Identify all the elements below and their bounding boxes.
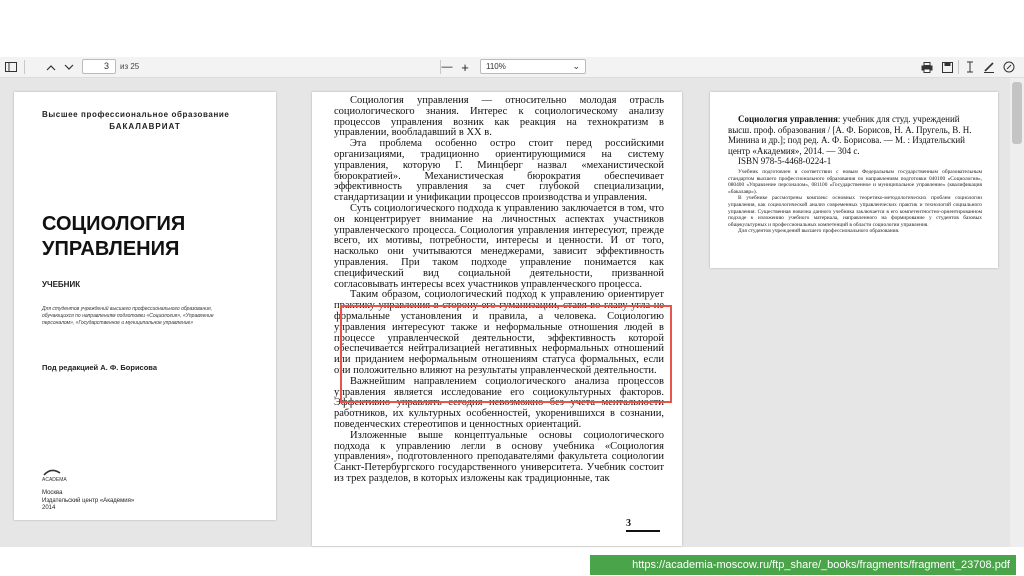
annotation [728,169,982,235]
bibliographic-record [728,114,982,156]
paragraph: Важнейшим направлением социологического анализа процессов управления является исследование его социокультурных факторов. Эффективно управлять сегодня невозможно без учета ментальности работников, их культурных особенностей, укоренившихся в сознании, поведенческих стереотипов и ценностных ориентаций. [334,375,664,430]
page-count: из 25 [120,62,140,71]
toolbar-divider [958,60,959,74]
print-icon[interactable] [920,59,934,75]
pdf-viewport[interactable] [0,78,1010,547]
zoom-value: 110% [486,62,506,71]
pdf-toolbar [0,57,1024,78]
cover-title: СОЦИОЛОГИЯ УПРАВЛЕНИЯ [42,213,186,260]
cover-page [14,92,276,520]
cover-publisher [42,490,202,513]
text-page [312,92,682,546]
pen-icon[interactable] [982,59,996,75]
cover-editor: Под редакцией А. Ф. Борисова [42,363,157,372]
paragraph: Эта проблема особенно остро стоит перед российскими организациями, традиционно ориентирующимися на систему управления, которую Г. Минцберг назвал «механистической бюрократией». Механистическая бюрократия обеспечивает эффективность управления за счет глубокой специализации, стандартизации и унификации процессов производства и управления. [334,138,664,204]
body-text [334,96,664,485]
source-url[interactable]: https://academia-moscow.ru/ftp_share/_books/fragments/fragment_23708.pdf [590,555,1016,575]
vertical-scrollbar[interactable] [1010,78,1024,547]
text-cursor-icon[interactable] [964,59,976,75]
paragraph: Социология управления — относительно молодая отрасль социологического знания. Интерес к социологическому анализу процессов управления возник как реакция на технократизм в управлении, вообладавший в XX в. [334,95,664,139]
annotation-paragraph: Для студентов учреждений высшего профессионального образования. [738,228,900,235]
highlight-box [340,305,672,403]
annotation-paragraph: Учебник подготовлен в соответствии с новым Федеральным государственным образовательным стандартом высшего профессионального образования по направлениям подготовки 040100 «Социология», 080400 «Управление персоналом», 081100 «Государственное и муниципальное управление» (квалификация «бакалавр»). [728,169,982,195]
toolbar-divider [24,60,25,74]
cover-type: УЧЕБНИК [42,280,81,289]
publisher-logo [42,466,82,482]
cover-series: Высшее профессиональное образование [42,110,230,119]
annotation-paragraph: В учебнике рассмотрены комплекс основных теоретико-методологических проблем социологии управления, как социологической анализ современных управленческих практик и технологий социального управления. Существенная новизна данного учебника заключается в его компетентностно-ориентированном подходе к изложению учебного материала, направленного на формирование у студентов базовых общекультурных и профессиональных компетенций в области социологии управления. [728,195,982,228]
chevron-up-icon[interactable] [44,59,58,75]
chevron-down-icon: ⌄ [572,61,580,71]
zoom-out-button[interactable]: — [441,61,453,73]
cover-approval: Для студентов учреждений высшего профессионального образования, обучающихся по направлениям подготовки «Социология», «Управление персоналом», «Государственное и муниципальное управление» [42,306,214,326]
bibliographic-details: : учебник для студ. учреждений высш. проф. образования / [А. Ф. Борисов, Н. А. Пругель, В. Н. Минина и др.]; под ред. А. Ф. Борисова. — М. : Издательский центр «Академия», 2014. — 304 с. [728,114,972,156]
page-number-rule [626,530,660,532]
more-icon[interactable] [1002,59,1016,75]
paragraph: Изложенные выше концептуальные основы социологического подхода к управлению легли в основу учебника «Социология управления», подготовленного преподавателями факультета социологии Санкт-Петербургского государственного университета. Учебник состоит из трех разделов, в которых изложены как традиционные, так [334,429,664,484]
isbn: ISBN 978-5-4468-0224-1 [738,156,832,166]
page-number: 3 [626,518,631,529]
sidebar-toggle-icon[interactable] [4,59,18,75]
cover-level: БАКАЛАВРИАТ [109,122,181,131]
save-icon[interactable] [940,59,954,75]
publish-year: 2014 [42,505,56,511]
svg-text:ACADEMA: ACADEMA [42,477,67,482]
page-number-input[interactable]: 3 [82,59,116,74]
publisher-city: Москва [42,490,63,496]
paragraph-highlighted: Таким образом, социологический подход к управлению ориентирует практику управления в сторону его гуманизации, ставя во главу угла не формальные установления и правила, а человека. Социологию управления интересуют также и неформальные отношения людей в процессе управленческой деятельности, эффективность которой обеспечивается нейтрализацией негативных неформальных отношений или приданием неформальным отношениям статуса формальных, если они положительно влияют на результаты управленческой деятельности. [334,289,664,376]
book-title: Социология управления [738,114,838,124]
publisher-name: Издательский центр «Академия» [42,497,135,504]
paragraph: Суть социологического подхода к управлению заключается в том, что он концентрирует внимание на личностных аспектах участников управленческого процесса. Социология управления интересуют, прежде всего, их мотивы, потребности, интересы и ценности. И от того, насколько они учитываются менеджерами, зависит эффективность управления. При таком подходе управление понимается как специфический вид социальной деятельности, призванной согласовывать интересы всех участников управленческого процесса. [334,202,664,290]
info-page [710,92,998,268]
scrollbar-thumb[interactable] [1012,82,1022,144]
chevron-down-icon[interactable] [62,59,76,75]
zoom-in-button[interactable]: + [461,59,469,75]
zoom-select[interactable] [480,59,586,74]
